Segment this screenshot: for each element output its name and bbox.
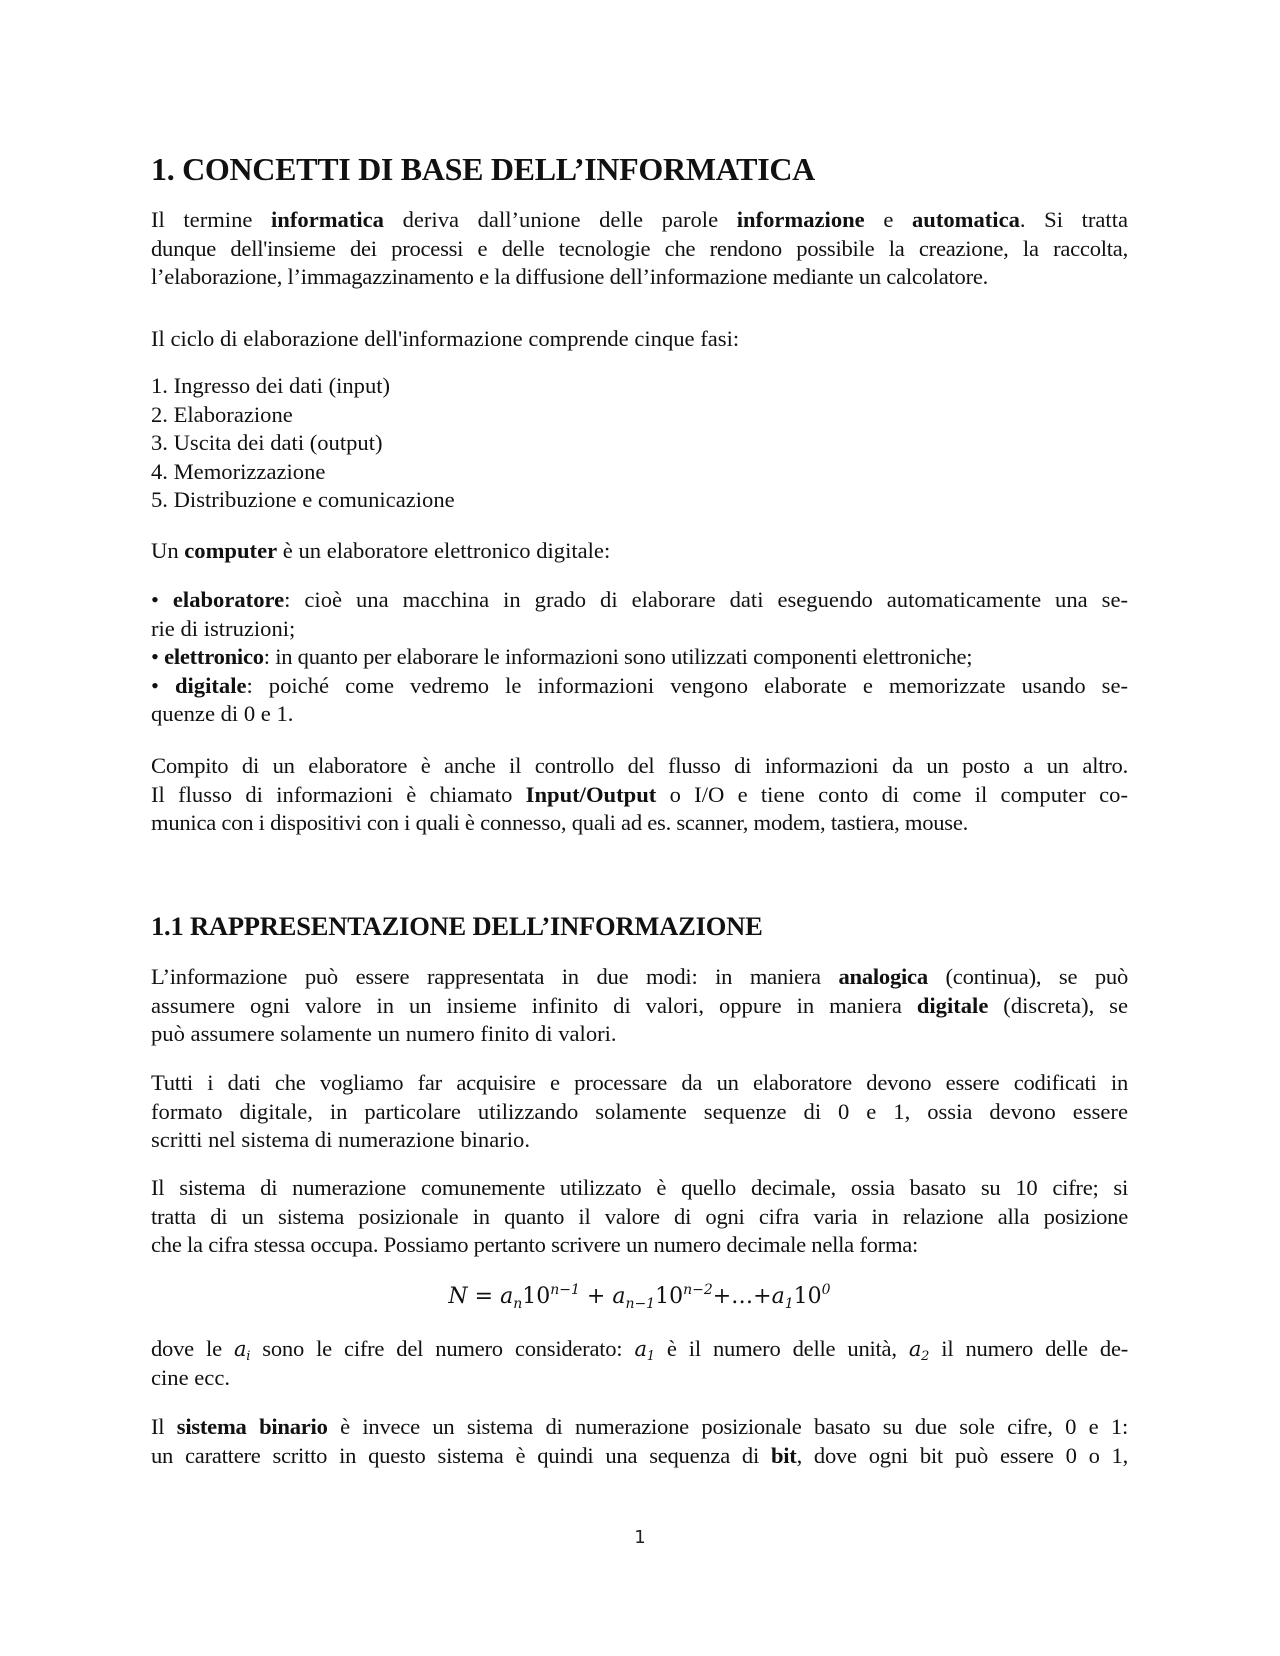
text-line: Il ciclo di elaborazione dell'informazione comprende cinque fasi: [151, 326, 740, 351]
text: dove le [151, 1336, 234, 1361]
formula-operator: = [467, 1284, 501, 1309]
bold-term: bit [770, 1442, 797, 1468]
formula-exponent: 0 [821, 1282, 831, 1298]
text: : poiché come vedremo le informazioni vengono elaborate e memorizzate usando se- [246, 672, 1129, 698]
bold-term: Input/Output [525, 781, 657, 807]
text-line: Tutti i dati che vogliamo far acquisire e processare da un elaboratore devono essere codificati in [151, 1070, 1128, 1095]
text: assumere ogni valore in un insieme infinito di valori, oppure in maniera [151, 992, 917, 1018]
formula-operator: +…+ [712, 1284, 772, 1309]
bold-term: informatica [271, 207, 384, 232]
text: è un elaboratore elettronico digitale: [277, 538, 611, 563]
text: il numero delle de- [929, 1336, 1128, 1361]
text-line: quenze di 0 e 1. [151, 701, 294, 727]
bold-term: analogica [838, 964, 928, 989]
bullet-icon: • [151, 644, 165, 670]
text-line: può assumere solamente un numero finito di valori. [151, 1021, 617, 1047]
formula-symbol: N [448, 1284, 468, 1309]
paragraph-decimal-system [151, 1174, 1128, 1260]
list-item: 5. Distribuzione e comunicazione [151, 487, 455, 513]
text: deriva dall’unione delle parole [383, 207, 737, 232]
text-line: munica con i dispositivi con i quali è connesso, quali ad es. scanner, modem, tastiera, mouse. [151, 810, 969, 836]
math-a-1 [634, 1337, 655, 1364]
math-a-2 [908, 1337, 930, 1364]
text: è il numero delle unità, [654, 1336, 909, 1361]
text: è invece un sistema di numerazione posizionale basato su due sole cifre, 0 e 1: [327, 1414, 1128, 1439]
text: , dove ogni bit può essere 0 o 1, [796, 1442, 1128, 1468]
list-item: 3. Uscita dei dati (output) [151, 430, 383, 456]
text-line: che la cifra stessa occupa. Possiamo pertanto scrivere un numero decimale nella forma: [151, 1232, 919, 1258]
text-line: l’elaborazione, l’immagazzinamento e la diffusione dell’informazione mediante un calcolatore. [151, 264, 989, 290]
formula-subscript: i [246, 1349, 251, 1364]
bullet-list [151, 586, 1128, 729]
formula-subscript: 2 [921, 1349, 930, 1364]
formula-exponent: n−2 [683, 1282, 713, 1298]
formula-number: 10 [655, 1284, 684, 1309]
bold-term: digitale [174, 672, 247, 698]
bold-term: elaboratore [172, 587, 285, 612]
bold-term: computer [184, 538, 278, 563]
text-line: scritti nel sistema di numerazione binario. [151, 1127, 530, 1153]
formula-symbol: a [771, 1284, 785, 1309]
text: Il termine [151, 207, 272, 232]
text-line: cine ecc. [151, 1364, 231, 1390]
bullet-icon: • [151, 672, 175, 698]
formula-operator: + [579, 1284, 613, 1309]
text-line: Compito di un elaboratore è anche il controllo del flusso di informazioni da un posto a un altro. [151, 753, 1128, 778]
bold-term: sistema binario [176, 1414, 328, 1439]
text: : in quanto per elaborare le informazioni sono utilizzati componenti elettroniche; [263, 644, 973, 670]
text-line: formato digitale, in particolare utilizzando solamente sequenze di 0 e 1, ossia devono essere [151, 1098, 1128, 1124]
text: Il flusso di informazioni è chiamato [151, 781, 526, 807]
paragraph-informatica-definition [151, 206, 1128, 292]
paragraph-analog-digital [151, 963, 1128, 1049]
section-title-1: 1. CONCETTI DI BASE DELL’INFORMATICA [151, 151, 815, 187]
text: o I/O e tiene conto di come il computer co- [656, 781, 1129, 807]
bullet-item [151, 586, 1128, 615]
list-item: 1. Ingresso dei dati (input) [151, 373, 391, 398]
formula-subscript: 1 [784, 1296, 794, 1312]
phases-list [151, 372, 1128, 515]
bold-term: elettronico [164, 644, 264, 670]
formula-symbol: a [233, 1337, 247, 1361]
bold-term: digitale [916, 992, 989, 1018]
text-line: rie di istruzioni; [151, 615, 296, 641]
decimal-number-formula [151, 1281, 1128, 1313]
paragraph-binary-system [151, 1413, 1128, 1470]
bullet-item [151, 643, 1128, 672]
bullet-icon: • [151, 587, 173, 612]
paragraph-digits-explanation [151, 1335, 1128, 1392]
text: (continua), se può [927, 964, 1129, 989]
text: . Si tratta [1019, 207, 1129, 232]
math-a-i [233, 1337, 251, 1364]
text: Il [151, 1414, 177, 1439]
formula-number: 10 [522, 1284, 551, 1309]
paragraph-binary-encoding [151, 1069, 1128, 1155]
text: L’informazione può essere rappresentata in due modi: in maniera [151, 964, 839, 989]
formula-exponent: n−1 [550, 1282, 580, 1298]
paragraph-cycle-intro [151, 325, 1128, 354]
list-item: 4. Memorizzazione [151, 458, 326, 484]
text: un carattere scritto in questo sistema è quindi una sequenza di [151, 1442, 771, 1468]
formula-symbol: a [612, 1284, 626, 1309]
paragraph-computer-definition [151, 537, 1128, 566]
bold-term: informazione [736, 207, 865, 232]
list-item: 2. Elaborazione [151, 401, 293, 427]
formula-subscript: 1 [646, 1349, 655, 1364]
text: : cioè una macchina in grado di elaborare dati eseguendo automaticamente una se- [284, 587, 1128, 612]
text: Un [151, 538, 185, 563]
bullet-item [151, 672, 1128, 701]
formula-symbol: a [908, 1337, 922, 1361]
bold-term: automatica [911, 207, 1020, 232]
text: (discreta), se [988, 992, 1128, 1018]
formula-symbol: a [634, 1337, 647, 1361]
text-line: Il sistema di numerazione comunemente utilizzato è quello decimale, ossia basato su 10 cifre; si [151, 1175, 1128, 1200]
section-title-1-1: 1.1 RAPPRESENTAZIONE DELL’INFORMAZIONE [151, 911, 763, 941]
formula-symbol: a [500, 1284, 514, 1309]
text-line: dunque dell'insieme dei processi e delle tecnologie che rendono possibile la creazione, la raccolta, [151, 235, 1128, 261]
formula-subscript: n−1 [625, 1296, 656, 1312]
paragraph-io-flow [151, 752, 1128, 838]
text-line: tratta di un sistema posizionale in quanto il valore di ogni cifra varia in relazione alla posizione [151, 1203, 1128, 1229]
text: e [864, 207, 912, 232]
formula-number: 10 [793, 1284, 822, 1309]
text: sono le cifre del numero considerato: [250, 1336, 635, 1361]
formula-subscript: n [513, 1296, 523, 1312]
page-number: 1 [634, 1527, 646, 1548]
